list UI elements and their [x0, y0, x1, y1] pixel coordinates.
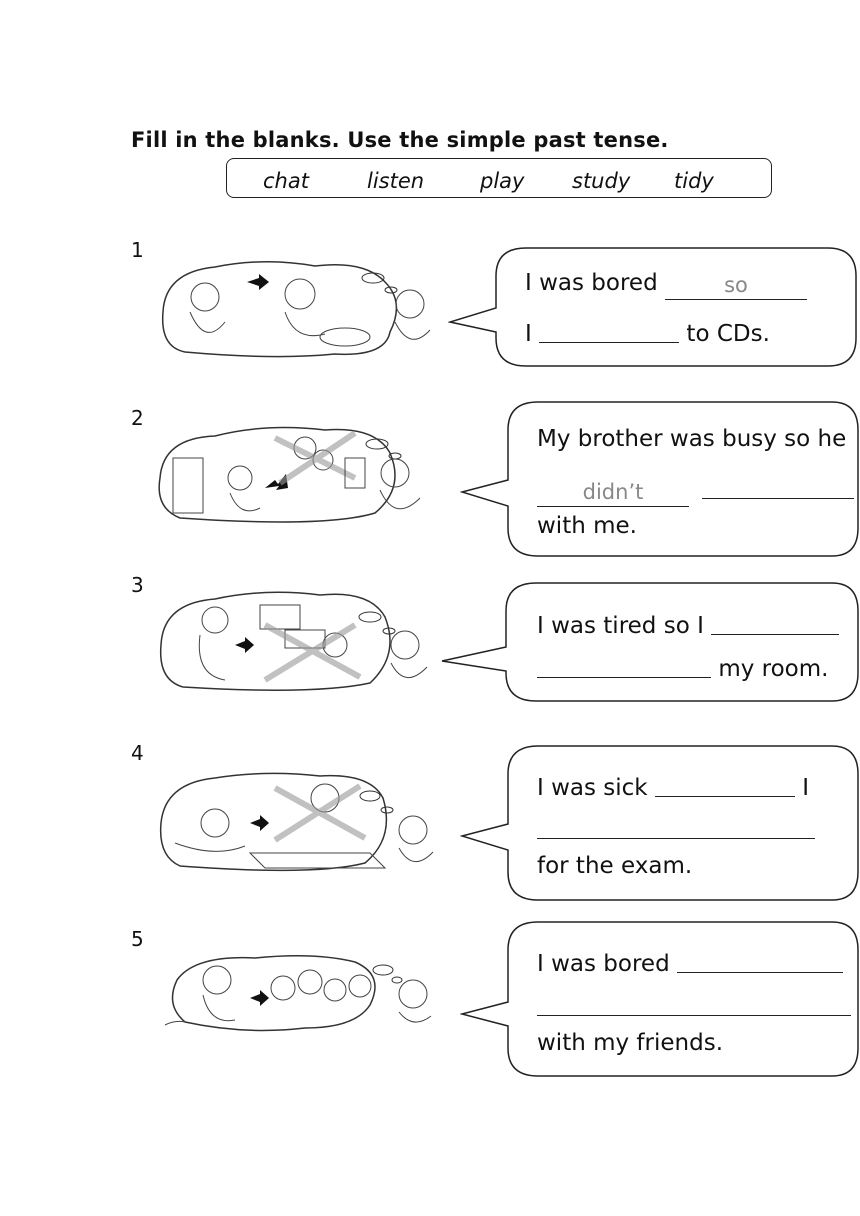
- answer-blank[interactable]: [677, 946, 843, 973]
- answer-blank[interactable]: [539, 316, 679, 343]
- word-bank-item: tidy: [674, 169, 714, 193]
- thought-cloud-illustration: [155, 950, 445, 1065]
- word-bank-item: play: [480, 169, 525, 193]
- sentence-line: I was bored so: [525, 270, 807, 298]
- question-number: 5: [131, 927, 144, 951]
- answer-blank-filled[interactable]: so: [665, 273, 807, 300]
- answer-blank[interactable]: [537, 651, 711, 678]
- answer-blank-filled[interactable]: didn’t: [537, 480, 689, 507]
- answer-blank[interactable]: [537, 812, 815, 839]
- sentence-line: my room.: [537, 649, 828, 682]
- word-bank: [226, 158, 772, 198]
- question-number: 3: [131, 573, 144, 597]
- sentence-line: I to CDs.: [525, 314, 770, 347]
- answer-blank[interactable]: [702, 472, 854, 499]
- word-bank-item: study: [572, 169, 631, 193]
- word-bank-item: listen: [367, 169, 425, 193]
- thought-cloud-illustration: [155, 252, 445, 367]
- thought-cloud-illustration: [155, 768, 445, 883]
- word-bank-item: chat: [263, 169, 309, 193]
- speech-bubble: [440, 581, 860, 703]
- sentence-line: with me.: [537, 513, 637, 539]
- sentence-line: [537, 810, 815, 843]
- question-number: 2: [131, 406, 144, 430]
- sentence-line: I was tired so I: [537, 606, 839, 639]
- sentence-line: I was sick I: [537, 768, 809, 801]
- instructions-title: Fill in the blanks. Use the simple past tense.: [131, 128, 669, 152]
- question-number: 4: [131, 741, 144, 765]
- speech-bubble: [448, 246, 858, 368]
- sentence-line: [537, 470, 854, 505]
- sentence-line: [537, 987, 851, 1020]
- answer-blank[interactable]: [711, 608, 839, 635]
- sentence-line: with my friends.: [537, 1030, 723, 1056]
- sentence-line: My brother was busy so he: [537, 426, 847, 452]
- sentence-line: I was bored: [537, 944, 843, 977]
- question-number: 1: [131, 238, 144, 262]
- answer-blank[interactable]: [655, 770, 795, 797]
- thought-cloud-illustration: [155, 585, 445, 700]
- answer-blank[interactable]: [537, 989, 851, 1016]
- sentence-line: for the exam.: [537, 853, 693, 879]
- thought-cloud-illustration: [155, 418, 445, 533]
